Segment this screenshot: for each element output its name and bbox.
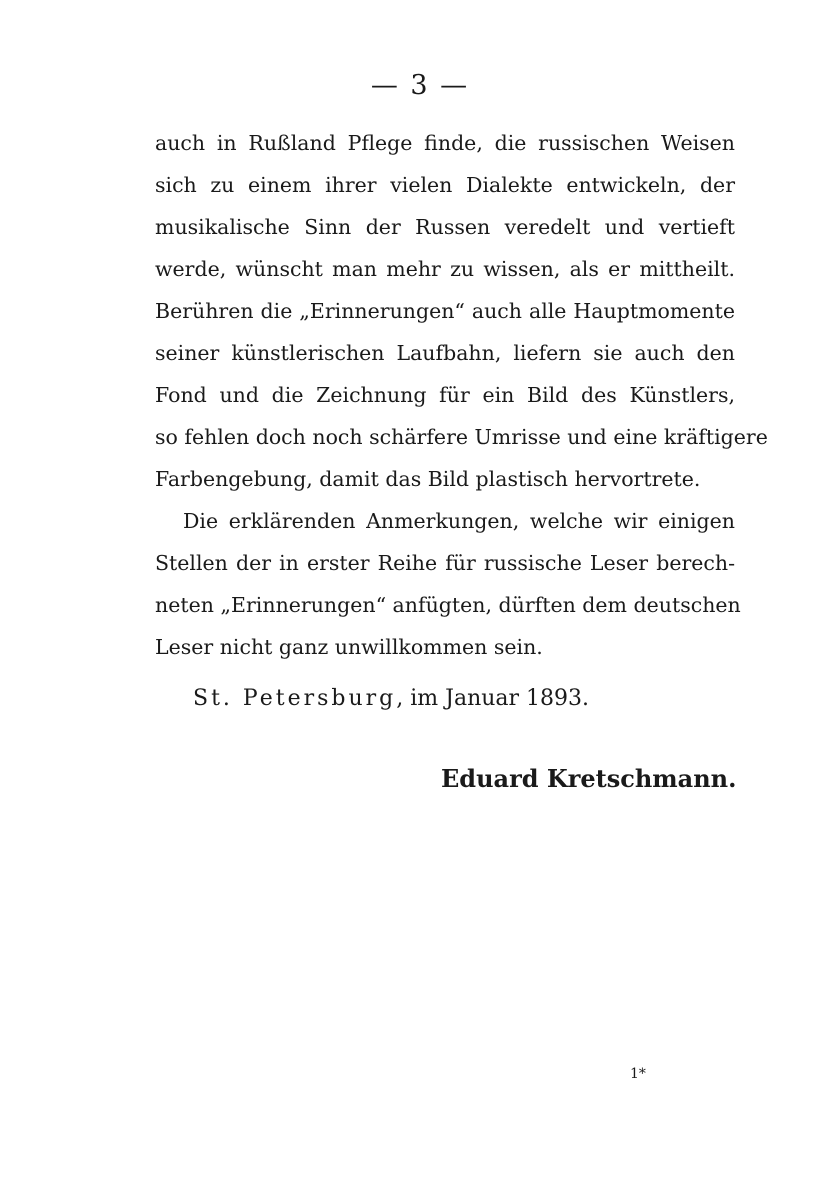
text-line: Berühren die „Erinnerungen“ auch alle Hauptmomente xyxy=(155,299,735,323)
text-line: neten „Erinnerungen“ anfügten, dürften dem deutschen xyxy=(155,593,741,617)
printer-signature-mark: 1* xyxy=(630,1066,646,1082)
text-line: seiner künstlerischen Laufbahn, liefern sie auch den xyxy=(155,341,735,365)
text-line: sich zu einem ihrer vielen Dialekte entwickeln, der xyxy=(155,173,735,197)
author-signature: Eduard Kretschmann. xyxy=(441,764,737,793)
text-line: auch in Rußland Pflege finde, die russischen Weisen xyxy=(155,131,735,155)
body-text xyxy=(155,122,768,668)
place-date-line xyxy=(193,686,589,711)
text-line: Stellen der in erster Reihe für russische Leser berech- xyxy=(155,551,735,575)
text-line: Fond und die Zeichnung für ein Bild des Künstlers, xyxy=(155,383,735,407)
text-line: musikalische Sinn der Russen veredelt und vertieft xyxy=(155,215,735,239)
text-line: so fehlen doch noch schärfere Umrisse und eine kräftigere xyxy=(155,425,768,449)
place-name: St. Petersburg xyxy=(193,686,397,711)
text-line: Leser nicht ganz unwillkommen sein. xyxy=(155,635,543,659)
page-number-header: — 3 — xyxy=(370,70,470,101)
text-line: Farbengebung, damit das Bild plastisch hervortrete. xyxy=(155,467,701,491)
text-line: Die erklärenden Anmerkungen, welche wir einigen xyxy=(183,509,735,533)
text-line: werde, wünscht man mehr zu wissen, als er mittheilt. xyxy=(155,257,735,281)
date-text: , im Januar 1893. xyxy=(396,686,590,711)
